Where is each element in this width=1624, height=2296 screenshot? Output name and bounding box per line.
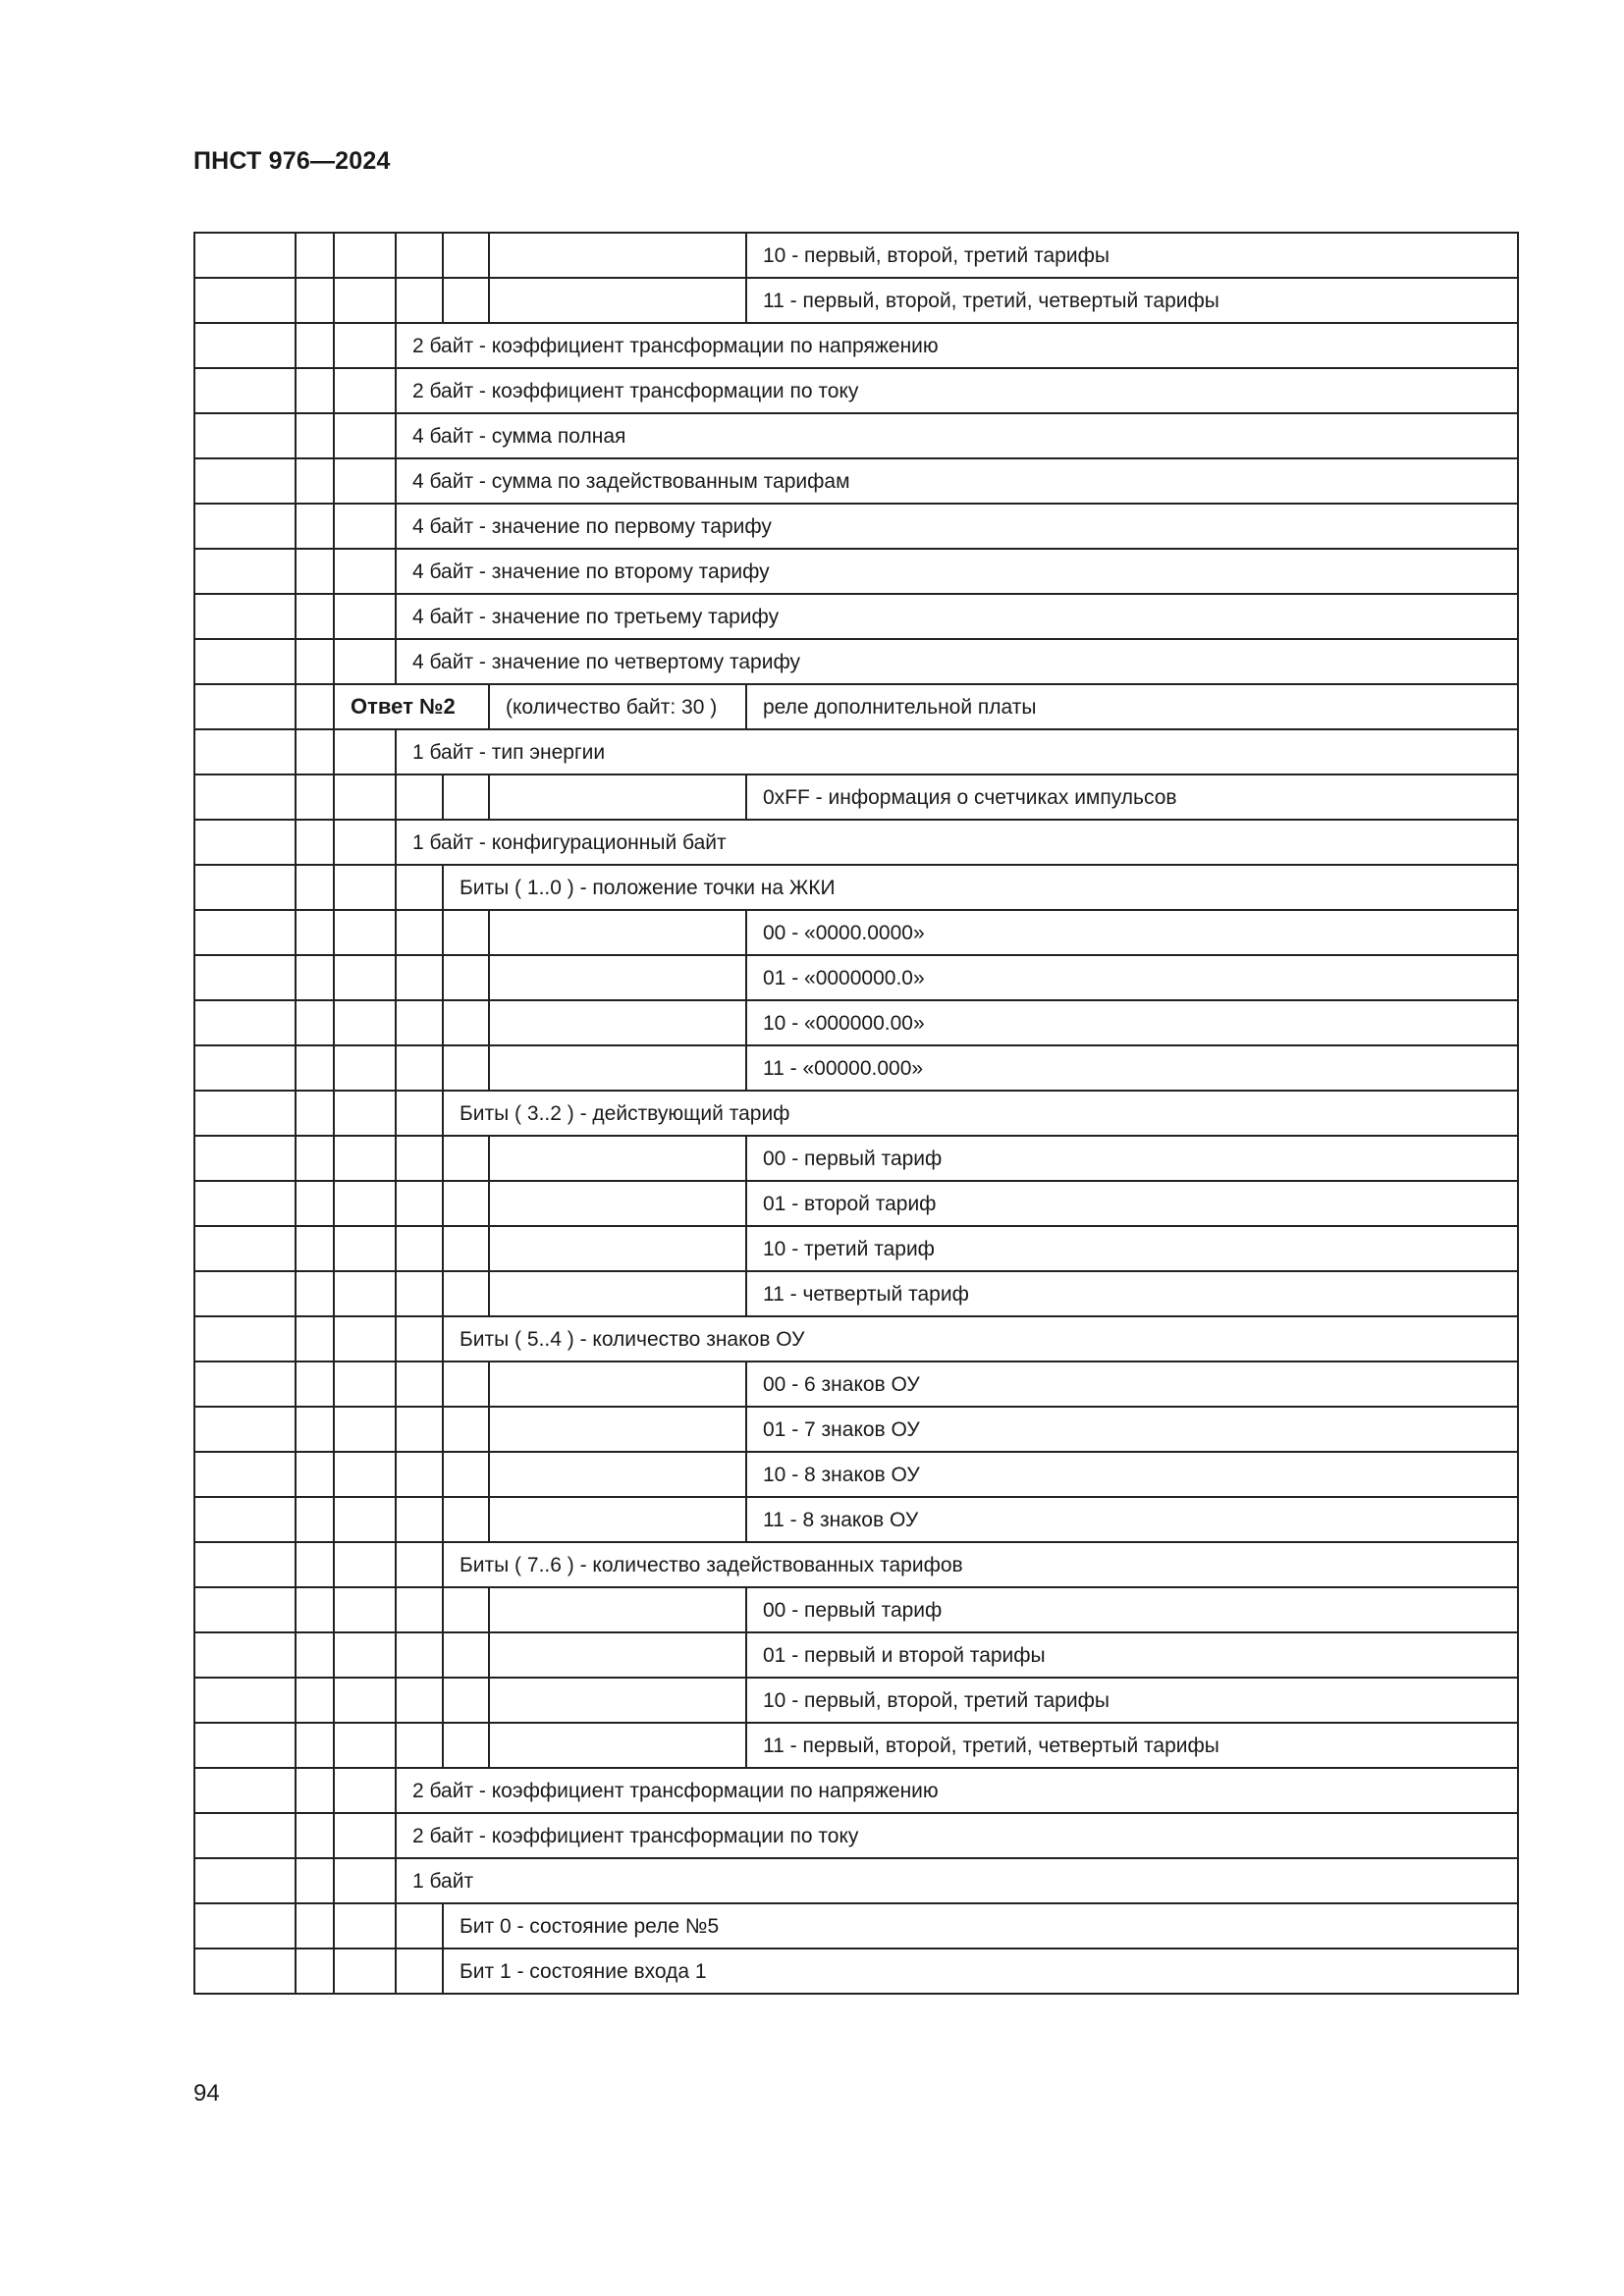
empty-cell xyxy=(489,1632,746,1678)
empty-cell xyxy=(334,1813,396,1858)
empty-cell xyxy=(194,1632,296,1678)
value-cell: 10 - третий тариф xyxy=(746,1226,1518,1271)
byte-description-cell: 1 байт xyxy=(396,1858,1518,1903)
empty-cell xyxy=(194,865,296,910)
table-row xyxy=(194,1813,1518,1858)
empty-cell xyxy=(194,684,296,729)
empty-cell xyxy=(396,1587,443,1632)
table-row xyxy=(194,1903,1518,1949)
table-row xyxy=(194,323,1518,368)
table-row xyxy=(194,1949,1518,1994)
empty-cell xyxy=(334,1632,396,1678)
table-row xyxy=(194,1226,1518,1271)
byte-description-cell: 2 байт - коэффициент трансформации по напряжению xyxy=(396,323,1518,368)
empty-cell xyxy=(489,1407,746,1452)
table-row xyxy=(194,1000,1518,1045)
table-row xyxy=(194,1858,1518,1903)
empty-cell xyxy=(296,1362,334,1407)
table-row xyxy=(194,729,1518,774)
empty-cell xyxy=(334,1316,396,1362)
empty-cell xyxy=(396,1271,443,1316)
empty-cell xyxy=(296,1949,334,1994)
empty-cell xyxy=(489,1723,746,1768)
value-cell: 00 - первый тариф xyxy=(746,1587,1518,1632)
bits-description-cell: Биты ( 5..4 ) - количество знаков ОУ xyxy=(443,1316,1518,1362)
value-cell: 11 - первый, второй, третий, четвертый тарифы xyxy=(746,1723,1518,1768)
empty-cell xyxy=(489,1000,746,1045)
empty-cell xyxy=(489,955,746,1000)
empty-cell xyxy=(296,1226,334,1271)
empty-cell xyxy=(194,1181,296,1226)
empty-cell xyxy=(489,1045,746,1091)
empty-cell xyxy=(296,1136,334,1181)
empty-cell xyxy=(443,774,489,820)
empty-cell xyxy=(194,639,296,684)
table-row xyxy=(194,1181,1518,1226)
empty-cell xyxy=(194,278,296,323)
empty-cell xyxy=(489,910,746,955)
table-row xyxy=(194,594,1518,639)
table-row xyxy=(194,1136,1518,1181)
byte-description-cell: 4 байт - значение по второму тарифу xyxy=(396,549,1518,594)
empty-cell xyxy=(489,278,746,323)
page-number: 94 xyxy=(193,2080,220,2107)
empty-cell xyxy=(334,413,396,458)
empty-cell xyxy=(334,1045,396,1091)
empty-cell xyxy=(194,233,296,278)
value-cell: 00 - 6 знаков ОУ xyxy=(746,1362,1518,1407)
table-row xyxy=(194,1407,1518,1452)
table-row xyxy=(194,1362,1518,1407)
byte-description-cell: 2 байт - коэффициент трансформации по току xyxy=(396,1813,1518,1858)
empty-cell xyxy=(489,1136,746,1181)
table-row xyxy=(194,774,1518,820)
empty-cell xyxy=(334,1452,396,1497)
empty-cell xyxy=(194,323,296,368)
empty-cell xyxy=(334,549,396,594)
empty-cell xyxy=(396,1903,443,1949)
table-row xyxy=(194,684,1518,729)
empty-cell xyxy=(296,1000,334,1045)
empty-cell xyxy=(334,910,396,955)
empty-cell xyxy=(396,1407,443,1452)
empty-cell xyxy=(194,955,296,1000)
empty-cell xyxy=(334,1181,396,1226)
value-cell: 01 - второй тариф xyxy=(746,1181,1518,1226)
empty-cell xyxy=(334,1226,396,1271)
empty-cell xyxy=(194,1858,296,1903)
empty-cell xyxy=(396,1091,443,1136)
value-cell: 01 - 7 знаков ОУ xyxy=(746,1407,1518,1452)
empty-cell xyxy=(489,1497,746,1542)
bits-description-cell: Биты ( 7..6 ) - количество задействованных тарифов xyxy=(443,1542,1518,1587)
table-row xyxy=(194,368,1518,413)
empty-cell xyxy=(396,1632,443,1678)
empty-cell xyxy=(396,233,443,278)
table-row xyxy=(194,1271,1518,1316)
empty-cell xyxy=(296,1452,334,1497)
empty-cell xyxy=(489,233,746,278)
value-cell: 11 - четвертый тариф xyxy=(746,1271,1518,1316)
empty-cell xyxy=(334,729,396,774)
empty-cell xyxy=(194,549,296,594)
empty-cell xyxy=(296,1903,334,1949)
empty-cell xyxy=(334,1949,396,1994)
empty-cell xyxy=(396,1000,443,1045)
empty-cell xyxy=(334,1723,396,1768)
empty-cell xyxy=(443,233,489,278)
empty-cell xyxy=(296,323,334,368)
empty-cell xyxy=(194,368,296,413)
empty-cell xyxy=(396,910,443,955)
empty-cell xyxy=(296,1587,334,1632)
empty-cell xyxy=(296,955,334,1000)
byte-description-cell: 1 байт - тип энергии xyxy=(396,729,1518,774)
byte-description-cell: 4 байт - значение по первому тарифу xyxy=(396,504,1518,549)
empty-cell xyxy=(334,233,396,278)
empty-cell xyxy=(334,458,396,504)
empty-cell xyxy=(396,1723,443,1768)
bits-description-cell: Биты ( 3..2 ) - действующий тариф xyxy=(443,1091,1518,1136)
empty-cell xyxy=(194,1362,296,1407)
empty-cell xyxy=(194,1497,296,1542)
value-cell: 00 - «0000.0000» xyxy=(746,910,1518,955)
value-cell: 10 - первый, второй, третий тарифы xyxy=(746,1678,1518,1723)
empty-cell xyxy=(334,594,396,639)
empty-cell xyxy=(443,1000,489,1045)
byte-description-cell: 4 байт - сумма по задействованным тарифам xyxy=(396,458,1518,504)
empty-cell xyxy=(296,1632,334,1678)
empty-cell xyxy=(334,323,396,368)
table-row xyxy=(194,413,1518,458)
empty-cell xyxy=(334,1497,396,1542)
empty-cell xyxy=(296,1271,334,1316)
empty-cell xyxy=(396,1226,443,1271)
empty-cell xyxy=(334,774,396,820)
empty-cell xyxy=(296,368,334,413)
empty-cell xyxy=(296,1316,334,1362)
empty-cell xyxy=(296,1497,334,1542)
empty-cell xyxy=(334,1271,396,1316)
empty-cell xyxy=(443,955,489,1000)
empty-cell xyxy=(296,639,334,684)
empty-cell xyxy=(489,1226,746,1271)
empty-cell xyxy=(194,1271,296,1316)
empty-cell xyxy=(334,955,396,1000)
answer-description-cell: реле дополнительной платы xyxy=(746,684,1518,729)
byte-description-cell: 2 байт - коэффициент трансформации по напряжению xyxy=(396,1768,1518,1813)
bits-description-cell: Бит 1 - состояние входа 1 xyxy=(443,1949,1518,1994)
empty-cell xyxy=(443,910,489,955)
table-row xyxy=(194,1723,1518,1768)
answer-label-cell: Ответ №2 xyxy=(334,684,489,729)
empty-cell xyxy=(443,1136,489,1181)
table-row xyxy=(194,504,1518,549)
empty-cell xyxy=(334,639,396,684)
empty-cell xyxy=(489,1362,746,1407)
table-row xyxy=(194,1091,1518,1136)
empty-cell xyxy=(443,1497,489,1542)
empty-cell xyxy=(194,504,296,549)
empty-cell xyxy=(296,1723,334,1768)
empty-cell xyxy=(194,729,296,774)
empty-cell xyxy=(194,1045,296,1091)
empty-cell xyxy=(194,1903,296,1949)
empty-cell xyxy=(296,413,334,458)
table-row xyxy=(194,1678,1518,1723)
empty-cell xyxy=(443,1045,489,1091)
empty-cell xyxy=(443,1587,489,1632)
empty-cell xyxy=(296,504,334,549)
table-row xyxy=(194,458,1518,504)
empty-cell xyxy=(194,1407,296,1452)
empty-cell xyxy=(443,1271,489,1316)
empty-cell xyxy=(334,1000,396,1045)
empty-cell xyxy=(296,1542,334,1587)
table-row xyxy=(194,233,1518,278)
empty-cell xyxy=(334,1903,396,1949)
empty-cell xyxy=(396,1497,443,1542)
table-row xyxy=(194,955,1518,1000)
empty-cell xyxy=(396,1316,443,1362)
empty-cell xyxy=(194,1949,296,1994)
value-cell: 11 - «00000.000» xyxy=(746,1045,1518,1091)
empty-cell xyxy=(334,278,396,323)
empty-cell xyxy=(296,458,334,504)
byte-description-cell: 4 байт - значение по четвертому тарифу xyxy=(396,639,1518,684)
empty-cell xyxy=(194,1091,296,1136)
table-row xyxy=(194,1497,1518,1542)
empty-cell xyxy=(296,1858,334,1903)
empty-cell xyxy=(296,594,334,639)
empty-cell xyxy=(489,1452,746,1497)
table-row xyxy=(194,639,1518,684)
empty-cell xyxy=(489,1678,746,1723)
byte-description-cell: 1 байт - конфигурационный байт xyxy=(396,820,1518,865)
table-row xyxy=(194,910,1518,955)
byte-description-cell: 4 байт - значение по третьему тарифу xyxy=(396,594,1518,639)
empty-cell xyxy=(334,1858,396,1903)
byte-description-cell: 4 байт - сумма полная xyxy=(396,413,1518,458)
bits-description-cell: Биты ( 1..0 ) - положение точки на ЖКИ xyxy=(443,865,1518,910)
empty-cell xyxy=(296,820,334,865)
empty-cell xyxy=(194,458,296,504)
value-cell: 10 - «000000.00» xyxy=(746,1000,1518,1045)
empty-cell xyxy=(296,1045,334,1091)
table-row xyxy=(194,1316,1518,1362)
table-row xyxy=(194,1542,1518,1587)
value-cell: 11 - 8 знаков ОУ xyxy=(746,1497,1518,1542)
empty-cell xyxy=(334,1091,396,1136)
empty-cell xyxy=(194,1813,296,1858)
spec-table xyxy=(193,232,1519,1995)
value-cell: 01 - «0000000.0» xyxy=(746,955,1518,1000)
empty-cell xyxy=(334,504,396,549)
empty-cell xyxy=(396,1045,443,1091)
empty-cell xyxy=(443,1362,489,1407)
empty-cell xyxy=(334,1136,396,1181)
empty-cell xyxy=(396,1362,443,1407)
empty-cell xyxy=(396,1949,443,1994)
empty-cell xyxy=(296,1181,334,1226)
empty-cell xyxy=(296,549,334,594)
empty-cell xyxy=(194,1678,296,1723)
empty-cell xyxy=(296,1407,334,1452)
value-cell: 10 - первый, второй, третий тарифы xyxy=(746,233,1518,278)
empty-cell xyxy=(296,684,334,729)
value-cell: 00 - первый тариф xyxy=(746,1136,1518,1181)
empty-cell xyxy=(396,955,443,1000)
empty-cell xyxy=(489,774,746,820)
empty-cell xyxy=(334,368,396,413)
empty-cell xyxy=(396,1181,443,1226)
empty-cell xyxy=(334,865,396,910)
empty-cell xyxy=(396,1136,443,1181)
empty-cell xyxy=(489,1587,746,1632)
empty-cell xyxy=(443,1181,489,1226)
empty-cell xyxy=(443,1226,489,1271)
empty-cell xyxy=(194,413,296,458)
empty-cell xyxy=(443,1407,489,1452)
empty-cell xyxy=(194,1542,296,1587)
empty-cell xyxy=(296,1678,334,1723)
empty-cell xyxy=(396,1542,443,1587)
empty-cell xyxy=(489,1181,746,1226)
value-cell: 01 - первый и второй тарифы xyxy=(746,1632,1518,1678)
value-cell: 10 - 8 знаков ОУ xyxy=(746,1452,1518,1497)
empty-cell xyxy=(194,1316,296,1362)
empty-cell xyxy=(489,1271,746,1316)
empty-cell xyxy=(396,1678,443,1723)
empty-cell xyxy=(194,1452,296,1497)
empty-cell xyxy=(396,865,443,910)
empty-cell xyxy=(443,1452,489,1497)
empty-cell xyxy=(194,1136,296,1181)
empty-cell xyxy=(443,1678,489,1723)
table-row xyxy=(194,1632,1518,1678)
empty-cell xyxy=(194,774,296,820)
empty-cell xyxy=(334,1678,396,1723)
empty-cell xyxy=(396,1452,443,1497)
empty-cell xyxy=(194,1768,296,1813)
empty-cell xyxy=(334,820,396,865)
empty-cell xyxy=(334,1542,396,1587)
empty-cell xyxy=(296,233,334,278)
empty-cell xyxy=(194,910,296,955)
empty-cell xyxy=(443,278,489,323)
empty-cell xyxy=(296,1768,334,1813)
empty-cell xyxy=(443,1632,489,1678)
value-cell: 0xFF - информация о счетчиках импульсов xyxy=(746,774,1518,820)
empty-cell xyxy=(194,1226,296,1271)
empty-cell xyxy=(296,729,334,774)
empty-cell xyxy=(296,910,334,955)
empty-cell xyxy=(334,1407,396,1452)
table-row xyxy=(194,278,1518,323)
value-cell: 11 - первый, второй, третий, четвертый тарифы xyxy=(746,278,1518,323)
empty-cell xyxy=(296,865,334,910)
table-row xyxy=(194,1768,1518,1813)
table-row xyxy=(194,865,1518,910)
empty-cell xyxy=(396,278,443,323)
document-header: ПНСТ 976—2024 xyxy=(193,147,391,175)
empty-cell xyxy=(443,1723,489,1768)
empty-cell xyxy=(296,1091,334,1136)
byte-description-cell: 2 байт - коэффициент трансформации по току xyxy=(396,368,1518,413)
bits-description-cell: Бит 0 - состояние реле №5 xyxy=(443,1903,1518,1949)
answer-byte-count-cell: (количество байт: 30 ) xyxy=(489,684,746,729)
empty-cell xyxy=(334,1362,396,1407)
empty-cell xyxy=(194,1587,296,1632)
table-row xyxy=(194,549,1518,594)
empty-cell xyxy=(296,278,334,323)
empty-cell xyxy=(194,1723,296,1768)
table-row xyxy=(194,820,1518,865)
empty-cell xyxy=(296,774,334,820)
empty-cell xyxy=(296,1813,334,1858)
empty-cell xyxy=(396,774,443,820)
empty-cell xyxy=(194,1000,296,1045)
table-row xyxy=(194,1587,1518,1632)
empty-cell xyxy=(194,820,296,865)
empty-cell xyxy=(334,1768,396,1813)
table-row xyxy=(194,1045,1518,1091)
spec-table-body xyxy=(194,233,1518,1994)
table-row xyxy=(194,1452,1518,1497)
empty-cell xyxy=(194,594,296,639)
empty-cell xyxy=(334,1587,396,1632)
